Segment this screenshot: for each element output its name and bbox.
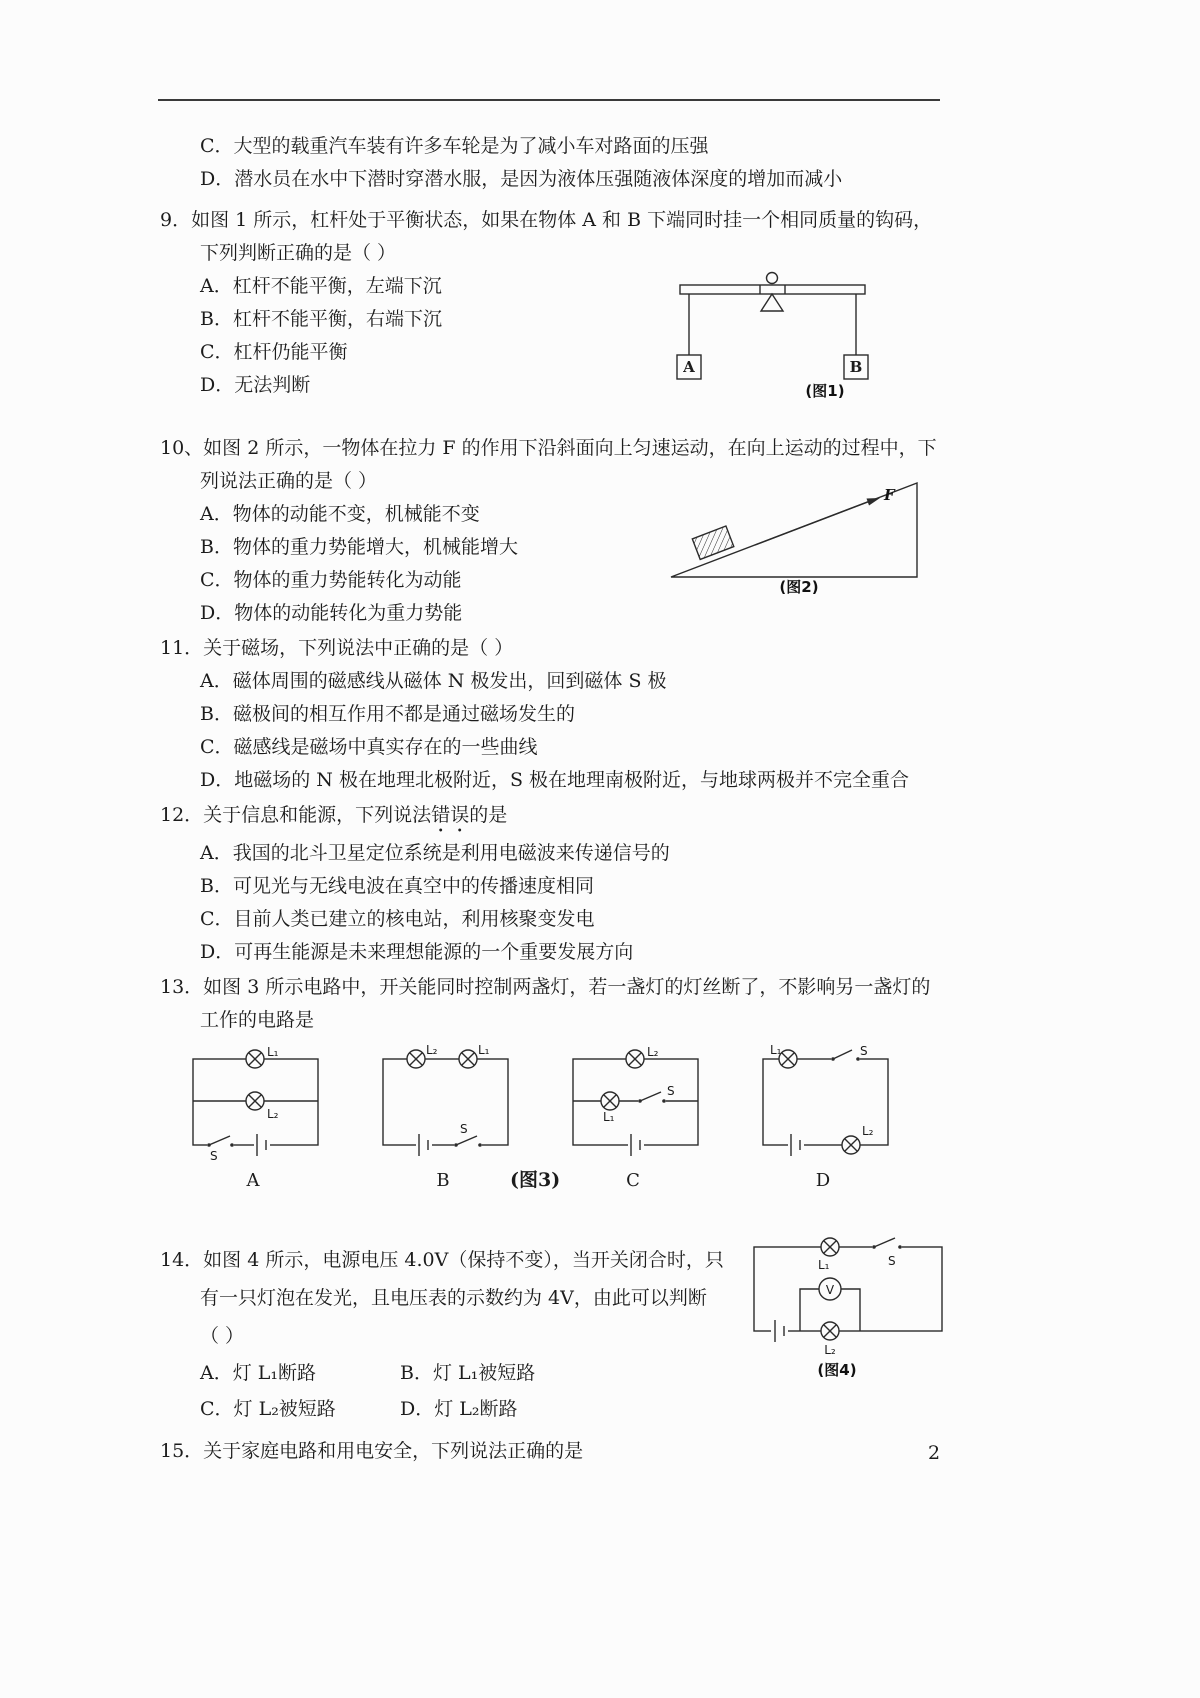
question-11	[160, 632, 970, 797]
question-14	[160, 1241, 970, 1427]
q12-stem-emphasis: 错误	[431, 804, 470, 826]
battery-icon	[788, 1134, 804, 1156]
q14-stem-line2: 有一只灯泡在发光，且电压表的示数约为 4V，由此可以判断	[200, 1287, 707, 1309]
circuit-d	[748, 1043, 898, 1195]
circuit-c-wires	[573, 1059, 698, 1145]
circuit-b	[368, 1043, 518, 1195]
page-content	[160, 130, 970, 1468]
battery-icon	[628, 1134, 644, 1156]
pivot-circle-icon	[767, 273, 778, 284]
page-number: 2	[928, 1442, 941, 1464]
q12-stem	[160, 799, 970, 837]
block-b-label: B	[849, 358, 863, 376]
battery-icon	[771, 1320, 788, 1342]
q13-stem-line2: 工作的电路是	[200, 1009, 315, 1031]
circuit-b-right-lamp-label: L₁	[478, 1043, 490, 1057]
lamp-icon	[246, 1050, 264, 1068]
hanging-strings	[689, 294, 856, 355]
circuit-d-label: D	[815, 1170, 831, 1191]
q14-option-c: C．灯 L₂被短路	[200, 1398, 336, 1420]
q8-option-d: D．潜水员在水中下潜时穿潜水服，是因为液体压强随液体深度的增加而减小	[200, 168, 843, 190]
q15-stem: 15．关于家庭电路和用电安全，下列说法正确的是	[160, 1440, 584, 1462]
lamp-icon	[821, 1322, 839, 1340]
lamp-icon	[779, 1050, 797, 1068]
q14-stem-line1: 14．如图 4 所示，电源电压 4.0V（保持不变），当开关闭合时，只	[160, 1249, 724, 1271]
circuit-a-switch-label: S	[210, 1149, 218, 1163]
q9-stem-line2: 下列判断正确的是（ ）	[200, 242, 397, 264]
question-10	[160, 432, 970, 630]
block-on-incline	[692, 526, 733, 559]
q10-option-d: D．物体的动能转化为重力势能	[200, 602, 463, 624]
circuit-b-diagram	[368, 1043, 518, 1163]
circuit-c-label: C	[626, 1170, 640, 1191]
q11-option-c: C．磁感线是磁场中真实存在的一些曲线	[200, 736, 538, 758]
figure-4-caption: (图4)	[817, 1361, 857, 1379]
q10-stem-line1: 10、如图 2 所示，一物体在拉力 F 的作用下沿斜面向上匀速运动，在向上运动的过程中，下	[160, 437, 937, 459]
block-a-label: A	[683, 358, 695, 376]
figure-4-wires	[754, 1247, 942, 1331]
circuit-b-label: B	[436, 1170, 450, 1191]
block-b	[844, 355, 868, 379]
q11-option-b: B．磁极间的相互作用不都是通过磁场发生的	[200, 703, 575, 725]
figure-3-caption: (图3)	[510, 1169, 561, 1191]
circuit-a-label: A	[246, 1170, 260, 1191]
circuit-b-switch-label: S	[460, 1122, 468, 1136]
q11-option-a: A．磁体周围的磁感线从磁体 N 极发出，回到磁体 S 极	[200, 670, 667, 692]
figure-4-voltmeter-label: V	[825, 1283, 835, 1297]
circuit-a-top-lamp-label: L₁	[267, 1045, 279, 1059]
switch-icon	[207, 1136, 234, 1150]
q14-stem-line3: （ ）	[200, 1325, 245, 1347]
q10-stem-line2: 列说法正确的是（ ）	[200, 470, 378, 492]
battery-icon	[254, 1134, 270, 1156]
q14-option-d: D．灯 L₂断路	[400, 1398, 518, 1420]
lamp-icon	[246, 1092, 264, 1110]
switch-icon	[872, 1238, 902, 1252]
q12-option-a: A．我国的北斗卫星定位系统是利用电磁波来传递信号的	[200, 842, 670, 864]
lamp-icon	[407, 1050, 425, 1068]
q10-option-a: A．物体的动能不变，机械能不变	[200, 503, 480, 525]
q13-stem-line1: 13．如图 3 所示电路中，开关能同时控制两盏灯，若一盏灯的灯丝断了，不影响另一盏灯的	[160, 976, 931, 998]
circuit-a-diagram	[178, 1043, 328, 1163]
lamp-icon	[626, 1050, 644, 1068]
switch-icon	[831, 1050, 860, 1064]
q12-option-c: C．目前人类已建立的核电站，利用核聚变发电	[200, 908, 595, 930]
q14-option-a: A．灯 L₁断路	[200, 1362, 316, 1384]
figure-4-switch-label: S	[888, 1254, 896, 1268]
lever-beam	[680, 285, 865, 294]
figure-3-circuits	[160, 1043, 970, 1195]
question-15	[160, 1435, 970, 1468]
q9-stem-line1: 9．如图 1 所示，杠杆处于平衡状态，如果在物体 A 和 B 下端同时挂一个相同质量的钩码，	[160, 209, 933, 231]
q12-option-d: D．可再生能源是未来理想能源的一个重要发展方向	[200, 941, 634, 963]
question-9	[160, 204, 970, 402]
lamp-icon	[459, 1050, 477, 1068]
circuit-d-diagram	[748, 1043, 898, 1163]
q12-option-b: B．可见光与无线电波在真空中的传播速度相同	[200, 875, 594, 897]
question-8-continued	[160, 130, 970, 196]
circuit-d-bottom-lamp-label: L₂	[862, 1124, 874, 1138]
lamp-icon	[842, 1136, 860, 1154]
figure-1-lever-diagram	[665, 259, 885, 399]
q9-option-c: C．杠杆仍能平衡	[200, 341, 348, 363]
block-a	[677, 355, 701, 379]
circuit-d-top-lamp-label: L₁	[770, 1043, 782, 1057]
circuit-b-left-lamp-label: L₂	[426, 1043, 438, 1057]
switch-icon	[454, 1136, 482, 1150]
figure-4-bottom-lamp-label: L₂	[824, 1343, 836, 1357]
q11-option-d: D．地磁场的 N 极在地理北极附近，S 极在地理南极附近，与地球两极并不完全重合	[200, 769, 909, 791]
lamp-icon	[601, 1092, 619, 1110]
circuit-c-switch-label: S	[667, 1084, 675, 1098]
q14-option-b: B．灯 L₁被短路	[400, 1362, 536, 1384]
lamp-icon	[821, 1238, 839, 1256]
switch-icon	[638, 1092, 666, 1106]
circuit-d-switch-label: S	[860, 1044, 868, 1058]
question-12	[160, 799, 970, 969]
force-label: F	[884, 486, 895, 504]
question-13	[160, 971, 970, 1195]
q12-stem-prefix: 12．关于信息和能源，下列说法	[160, 804, 432, 826]
circuit-c-top-lamp-label: L₂	[647, 1045, 659, 1059]
figure-2-incline-diagram	[665, 467, 925, 595]
circuit-c	[558, 1043, 708, 1195]
q12-stem-suffix: 的是	[469, 804, 508, 826]
circuit-a-mid-lamp-label: L₂	[267, 1107, 279, 1121]
battery-icon	[416, 1134, 432, 1156]
circuit-c-diagram	[558, 1043, 708, 1163]
q8-option-c: C．大型的载重汽车装有许多车轮是为了减小车对路面的压强	[200, 135, 709, 157]
figure-4-circuit-diagram	[742, 1233, 957, 1385]
q10-option-b: B．物体的重力势能增大，机械能增大	[200, 536, 518, 558]
circuit-a	[178, 1043, 328, 1195]
q10-option-c: C．物体的重力势能转化为动能	[200, 569, 462, 591]
figure-2-caption: (图2)	[779, 578, 819, 595]
q14-options-row2	[160, 1391, 970, 1427]
q9-option-b: B．杠杆不能平衡，右端下沉	[200, 308, 442, 330]
figure-4-top-lamp-label: L₁	[818, 1258, 830, 1272]
circuit-b-wires	[383, 1059, 508, 1145]
force-arrow-icon	[755, 498, 880, 545]
circuit-c-mid-lamp-label: L₁	[603, 1110, 615, 1124]
fulcrum-triangle-icon	[761, 294, 783, 311]
q9-option-d: D．无法判断	[200, 374, 311, 396]
header-rule	[158, 99, 940, 101]
figure-1-caption: (图1)	[805, 382, 845, 399]
q11-stem: 11．关于磁场，下列说法中正确的是（ ）	[160, 637, 514, 659]
q9-option-a: A．杠杆不能平衡，左端下沉	[200, 275, 442, 297]
